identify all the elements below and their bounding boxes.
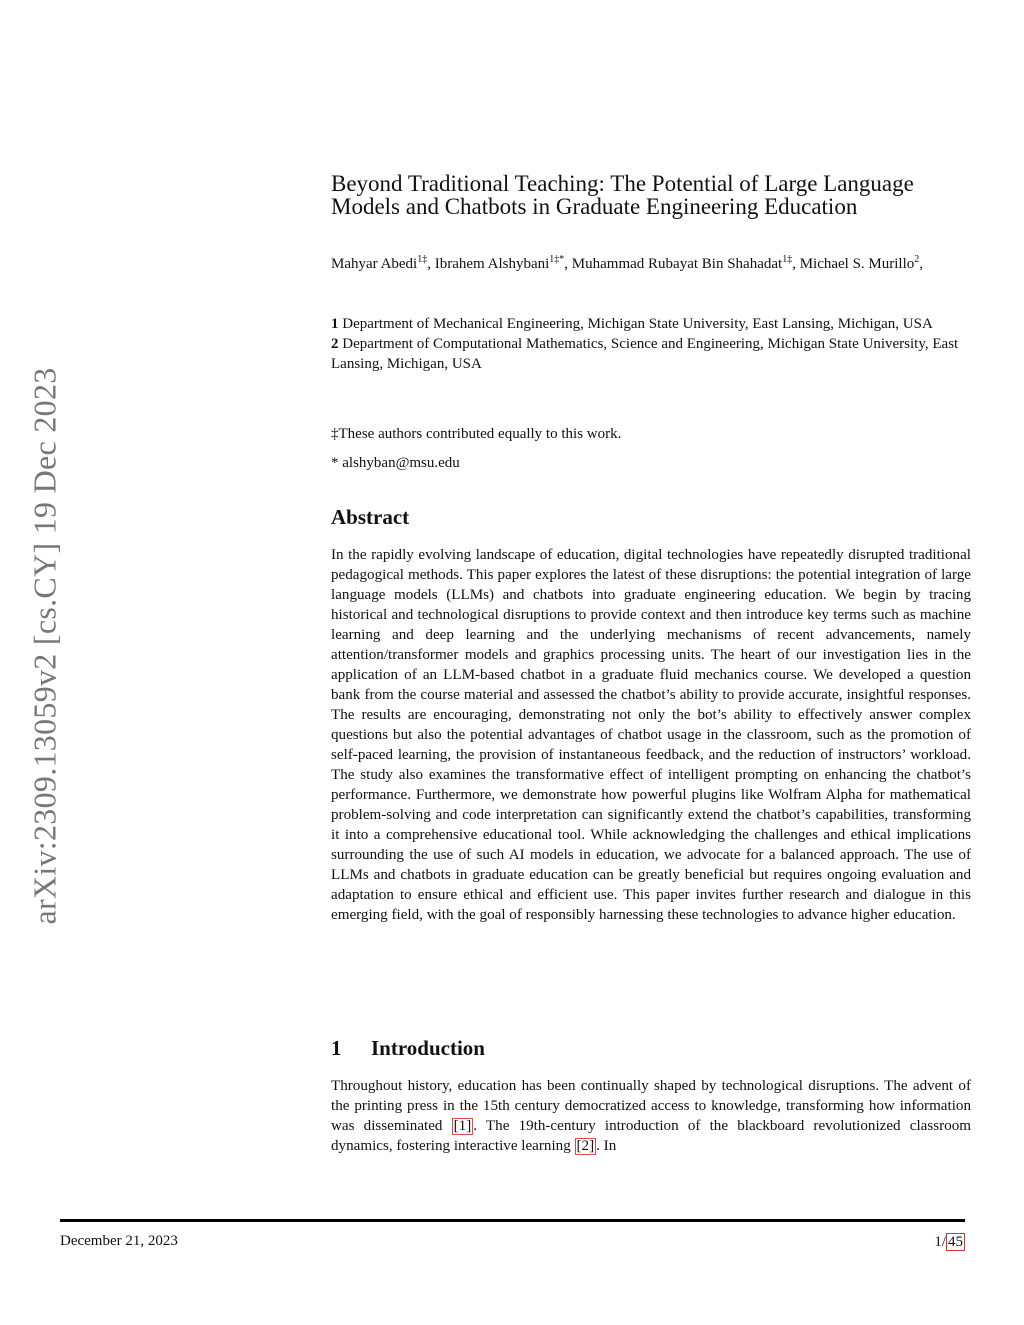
page-number bbox=[934, 1233, 965, 1251]
affiliation-item bbox=[331, 314, 971, 334]
author-list: Mahyar Abedi$^{1\ddagger}$, Ibrahem Alshybani$^{1\ddagger*}$, Muhammad Rubayat Bin Shahadat$^{1\ddagger}$, Michael S. Murillo$^2$, bbox=[331, 254, 924, 272]
abstract-heading: Abstract bbox=[331, 505, 410, 529]
affiliation-number: 2 bbox=[331, 336, 339, 352]
introduction-text bbox=[331, 1076, 971, 1156]
footer-rule bbox=[60, 1219, 965, 1222]
abstract-text: In the rapidly evolving landscape of education, digital technologies have repeatedly disrupted traditional pedagogical methods. This paper explores the latest of these disruptions: the potential integration of large language models (LLMs) and chatbots into graduate engineering education. We begin by tracing historical and technological disruptions to provide context and then introduce key terms such as machine learning and deep learning and the underlying mechanisms of recent advancements, namely attention/transformer models and graphics processing units. The heart of our investigation lies in the application of an LLM-based chatbot in a graduate fluid mechanics course. We developed a question bank from the course material and assessed the chatbot’s ability to provide accurate, insightful responses. The results are encouraging, demonstrating not only the bot’s ability to effectively answer complex questions but also the potential advantages of chatbot usage in the classroom, such as the promotion of self-paced learning, the provision of instantaneous feedback, and the reduction of instructors’ workload. The study also examines the transformative effect of intelligent prompting on enhancing the chatbot’s performance. Furthermore, we demonstrate how powerful plugins like Wolfram Alpha for mathematical problem-solving and code interpretation can significantly extend the chatbot’s capabilities, transforming it into a comprehensive educational tool. While acknowledging the challenges and ethical implications surrounding the use of such AI models in education, we advocate for a balanced approach. The use of LLMs and chatbots in graduate education can be greatly beneficial but requires ongoing evaluation and adaptation to ensure ethical and efficient use. This paper invites further research and dialogue in this emerging field, with the goal of responsibly harnessing these technologies to advance higher education. bbox=[331, 547, 971, 923]
total-pages-link[interactable]: 45 bbox=[948, 1234, 963, 1250]
author-name: Mahyar Abedi bbox=[331, 256, 418, 272]
arxiv-identifier-stamp: arXiv:2309.13059v2 [cs.CY] 19 Dec 2023 bbox=[26, 367, 63, 925]
author-name: Muhammad Rubayat Bin Shahadat bbox=[571, 256, 783, 272]
intro-text-part: . The 19th-century introduction of the blackboard revolutionized classroom dynamics, fostering interactive learning bbox=[331, 1118, 971, 1154]
author-affiliation-marks: 1‡ bbox=[782, 254, 793, 265]
affiliation-text: Department of Mechanical Engineering, Michigan State University, East Lansing, Michigan, USA bbox=[342, 316, 933, 332]
section-title: Introduction bbox=[371, 1036, 485, 1060]
page-current: 1/ bbox=[934, 1234, 946, 1250]
footer-date: December 21, 2023 bbox=[60, 1233, 178, 1249]
section-number: 1 bbox=[331, 1036, 342, 1060]
affiliation-text: Department of Computational Mathematics, Science and Engineering, Michigan State University, East Lansing, Michigan, USA bbox=[331, 336, 959, 372]
corresponding-email: * alshyban@msu.edu bbox=[331, 455, 460, 471]
author-affiliation-marks: 1‡ bbox=[417, 254, 428, 265]
affiliation-item bbox=[331, 334, 971, 374]
affiliations bbox=[331, 314, 971, 374]
author-affiliation-marks: 2 bbox=[914, 254, 920, 265]
section-heading-introduction bbox=[331, 1034, 971, 1062]
citation-link[interactable]: [2] bbox=[576, 1138, 595, 1154]
author-affiliation-marks: 1‡* bbox=[549, 254, 565, 265]
affiliation-number: 1 bbox=[331, 316, 339, 332]
citation-link[interactable]: [1] bbox=[453, 1118, 472, 1134]
author-name: Ibrahem Alshybani bbox=[434, 256, 550, 272]
equal-contribution-note: ‡These authors contributed equally to this work. bbox=[331, 426, 622, 442]
intro-text-part: . In bbox=[596, 1138, 617, 1154]
paper-title: Beyond Traditional Teaching: The Potential of Large Language Models and Chatbots in Graduate Engineering Education bbox=[331, 171, 914, 219]
author-name: Michael S. Murillo bbox=[799, 256, 915, 272]
intro-text-part: Throughout history, education has been continually shaped by technological disruptions. The advent of the printing press in the 15th century democratized access to knowledge, transforming how information was disseminated bbox=[331, 1078, 971, 1134]
